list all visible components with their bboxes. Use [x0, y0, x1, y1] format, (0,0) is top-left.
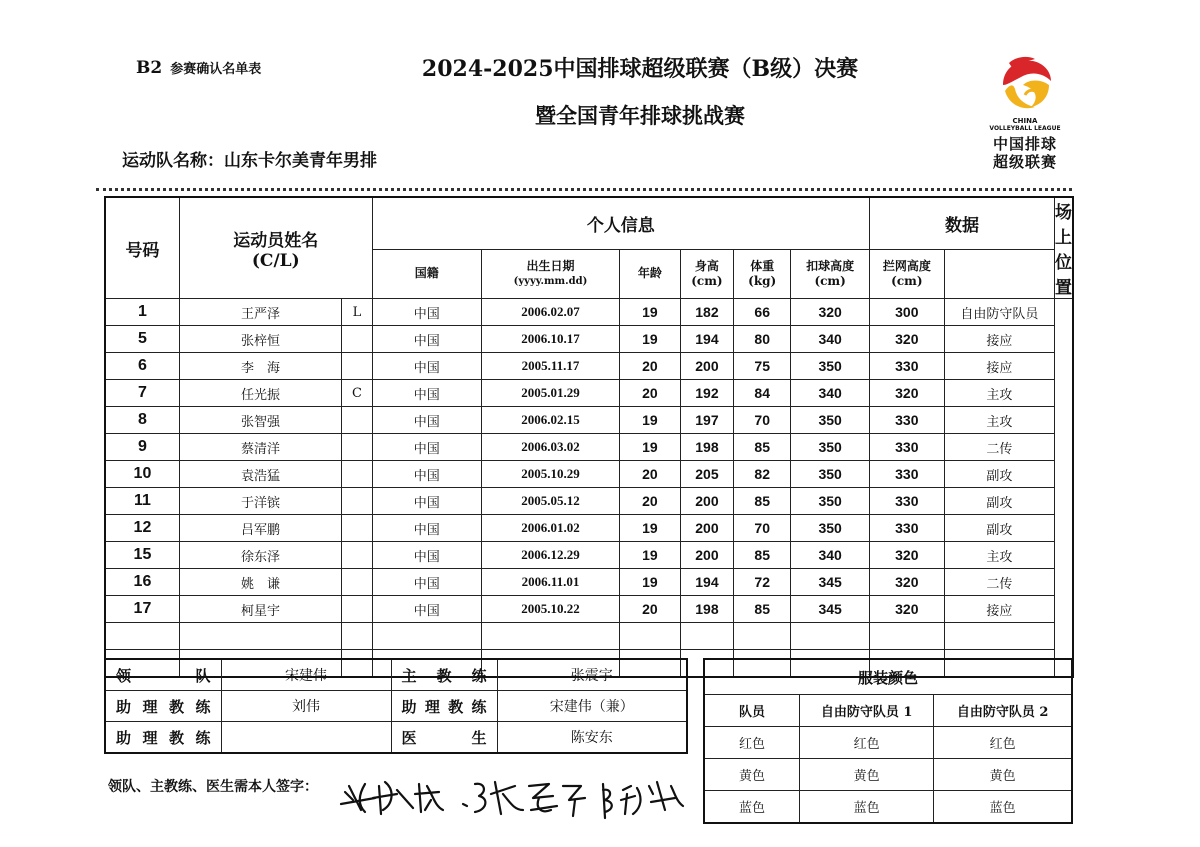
- player-age: 19: [620, 515, 681, 542]
- player-weight: 75: [734, 353, 791, 380]
- uniform-cell: 蓝色: [800, 791, 934, 824]
- player-number: 5: [105, 326, 179, 353]
- player-position: 自由防守队员: [944, 299, 1054, 326]
- player-spike-height: 340: [791, 542, 870, 569]
- player-name: 李 海: [179, 353, 341, 380]
- table-row: [105, 407, 1073, 434]
- table-header-row: [105, 197, 1073, 249]
- player-block-height: 320: [869, 596, 944, 623]
- logo-text-league: VOLLEYBALL LEAGUE: [989, 125, 1061, 132]
- captain-libero-mark: [342, 353, 372, 380]
- uniform-cell: 红色: [800, 727, 934, 759]
- header-birth: [481, 249, 619, 298]
- player-number: 17: [105, 596, 179, 623]
- player-position: 副攻: [944, 461, 1054, 488]
- player-block-height: 320: [869, 326, 944, 353]
- staff-table: [104, 658, 688, 754]
- header-block-label: 拦网高度: [882, 258, 931, 273]
- player-birth-date: 2006.01.02: [481, 515, 619, 542]
- uniform-cell: 黄色: [704, 759, 800, 791]
- roster-table: [104, 196, 1074, 678]
- player-birth-date: 2006.12.29: [481, 542, 619, 569]
- player-block-height: 330: [869, 461, 944, 488]
- player-number: 8: [105, 407, 179, 434]
- player-name: 蔡清洋: [179, 434, 341, 461]
- player-height: 194: [680, 569, 733, 596]
- staff-row: [105, 691, 687, 722]
- player-weight: 70: [734, 407, 791, 434]
- divider: [96, 188, 1072, 191]
- player-birth-date: 2005.11.17: [481, 353, 619, 380]
- header-birth-format: (yyyy.mm.dd): [513, 275, 588, 287]
- uniform-col-libero1: 自由防守队员 1: [800, 695, 934, 727]
- uniform-row: [704, 759, 1072, 791]
- header-weight-label: 体重: [750, 258, 775, 273]
- player-nationality: 中国: [372, 380, 481, 407]
- player-nationality: 中国: [372, 461, 481, 488]
- player-nationality: 中国: [372, 596, 481, 623]
- uniform-cell: 黄色: [800, 759, 934, 791]
- player-name: 张梓恒: [179, 326, 341, 353]
- player-age: 20: [620, 596, 681, 623]
- header-nationality: 国籍: [372, 249, 481, 298]
- header-position-l1: 场上: [1055, 203, 1072, 248]
- player-name: 袁浩猛: [179, 461, 341, 488]
- player-age: 20: [620, 380, 681, 407]
- player-birth-date: 2006.10.17: [481, 326, 619, 353]
- player-nationality: 中国: [372, 488, 481, 515]
- table-row: [105, 380, 1073, 407]
- player-age: 19: [620, 434, 681, 461]
- head-coach-value: 张震宇: [497, 659, 687, 691]
- table-row: [105, 569, 1073, 596]
- player-height: 200: [680, 515, 733, 542]
- header-number: 号码: [105, 197, 179, 299]
- player-weight: 66: [734, 299, 791, 326]
- player-weight: 80: [734, 326, 791, 353]
- asst-coach-label-3: 助 理 教 练: [105, 722, 221, 754]
- player-spike-height: 320: [791, 299, 870, 326]
- player-weight: 85: [734, 488, 791, 515]
- player-number: 6: [105, 353, 179, 380]
- player-age: 19: [620, 299, 681, 326]
- table-row: [105, 488, 1073, 515]
- captain-libero-mark: [342, 461, 372, 488]
- player-number: 1: [105, 299, 179, 326]
- player-weight: 72: [734, 569, 791, 596]
- header-position-l2: 位置: [1055, 253, 1072, 298]
- header-block: [869, 249, 944, 298]
- player-nationality: 中国: [372, 299, 481, 326]
- player-nationality: 中国: [372, 569, 481, 596]
- page-title: 2024-2025中国排球超级联赛（B级）决赛: [421, 56, 859, 82]
- player-name: 吕军鹏: [179, 515, 341, 542]
- header-spike-label: 扣球高度: [806, 258, 855, 273]
- player-birth-date: 2006.11.01: [481, 569, 619, 596]
- header-spike: [791, 249, 870, 298]
- player-birth-date: 2006.02.15: [481, 407, 619, 434]
- header-birth-label: 出生日期: [526, 258, 575, 273]
- player-position: 接应: [944, 353, 1054, 380]
- header-position: [1055, 197, 1074, 299]
- player-name: 任光振: [179, 380, 341, 407]
- player-birth-date: 2005.01.29: [481, 380, 619, 407]
- table-row: [105, 515, 1073, 542]
- player-name: 张智强: [179, 407, 341, 434]
- captain-libero-mark: L: [342, 299, 372, 326]
- player-name: 姚 谦: [179, 569, 341, 596]
- leader-value: 宋建伟: [221, 659, 391, 691]
- handwritten-signatures: [335, 764, 705, 834]
- player-birth-date: 2005.10.22: [481, 596, 619, 623]
- player-nationality: 中国: [372, 542, 481, 569]
- header-weight-unit: (kg): [748, 273, 777, 288]
- player-number: 7: [105, 380, 179, 407]
- player-age: 20: [620, 461, 681, 488]
- player-number: 12: [105, 515, 179, 542]
- player-position: 主攻: [944, 542, 1054, 569]
- player-spike-height: 350: [791, 488, 870, 515]
- player-name: 徐东泽: [179, 542, 341, 569]
- player-nationality: 中国: [372, 434, 481, 461]
- player-spike-height: 340: [791, 326, 870, 353]
- player-block-height: 330: [869, 488, 944, 515]
- header-personal-info: 个人信息: [372, 197, 869, 249]
- player-height: 182: [680, 299, 733, 326]
- player-spike-height: 350: [791, 515, 870, 542]
- asst-coach-value-3: [221, 722, 391, 754]
- player-nationality: 中国: [372, 353, 481, 380]
- uniform-col-player: 队员: [704, 695, 800, 727]
- player-birth-date: 2005.05.12: [481, 488, 619, 515]
- player-nationality: 中国: [372, 407, 481, 434]
- captain-libero-mark: [342, 326, 372, 353]
- player-spike-height: 340: [791, 380, 870, 407]
- player-position: 接应: [944, 596, 1054, 623]
- roster-body: [105, 299, 1073, 623]
- player-block-height: 320: [869, 542, 944, 569]
- logo-text-cn1: 中国排球: [992, 135, 1057, 153]
- logo-text-cn2: 超级联赛: [992, 153, 1057, 171]
- asst-coach-value-2: 宋建伟（兼）: [497, 691, 687, 722]
- player-spike-height: 350: [791, 353, 870, 380]
- table-row: [105, 299, 1073, 326]
- player-weight: 85: [734, 434, 791, 461]
- player-position: 接应: [944, 326, 1054, 353]
- captain-libero-mark: [342, 488, 372, 515]
- table-row: [105, 326, 1073, 353]
- player-spike-height: 350: [791, 461, 870, 488]
- asst-coach-value: 刘伟: [221, 691, 391, 722]
- uniform-cell: 红色: [934, 727, 1072, 759]
- volleyball-logo-icon: [995, 55, 1055, 111]
- table-row: [105, 542, 1073, 569]
- header-height-label: 身高: [694, 258, 719, 273]
- uniform-colors-table: [703, 658, 1073, 824]
- player-number: 9: [105, 434, 179, 461]
- player-height: 197: [680, 407, 733, 434]
- player-weight: 85: [734, 596, 791, 623]
- player-position: 二传: [944, 569, 1054, 596]
- head-coach-label: 主 教 练: [391, 659, 497, 691]
- header-data: 数据: [869, 197, 1054, 249]
- uniform-row: [704, 791, 1072, 824]
- player-height: 200: [680, 542, 733, 569]
- table-row: [105, 461, 1073, 488]
- form-name: 参赛确认名单表: [170, 62, 262, 77]
- player-position: 二传: [944, 434, 1054, 461]
- player-spike-height: 350: [791, 407, 870, 434]
- doctor-value: 陈安东: [497, 722, 687, 754]
- player-block-height: 300: [869, 299, 944, 326]
- player-nationality: 中国: [372, 326, 481, 353]
- player-block-height: 330: [869, 515, 944, 542]
- captain-libero-mark: [342, 434, 372, 461]
- player-weight: 70: [734, 515, 791, 542]
- player-birth-date: 2005.10.29: [481, 461, 619, 488]
- leader-label: 领 队: [105, 659, 221, 691]
- player-age: 19: [620, 407, 681, 434]
- league-logo: [985, 55, 1065, 175]
- player-number: 16: [105, 569, 179, 596]
- header-height: [680, 249, 733, 298]
- player-position: 副攻: [944, 488, 1054, 515]
- table-row: [105, 434, 1073, 461]
- player-spike-height: 345: [791, 569, 870, 596]
- asst-coach-label-2: 助 理 教 练: [391, 691, 497, 722]
- header-spike-unit: (cm): [814, 273, 846, 288]
- player-spike-height: 345: [791, 596, 870, 623]
- player-birth-date: 2006.03.02: [481, 434, 619, 461]
- player-height: 200: [680, 488, 733, 515]
- captain-libero-mark: [342, 542, 372, 569]
- header-weight: [734, 249, 791, 298]
- captain-libero-mark: [342, 407, 372, 434]
- empty-row: [105, 623, 1073, 650]
- player-age: 19: [620, 569, 681, 596]
- player-name: 王严泽: [179, 299, 341, 326]
- header-block-unit: (cm): [891, 273, 923, 288]
- signature-note: 领队、主教练、医生需本人签字：: [108, 779, 318, 795]
- staff-row: [105, 722, 687, 754]
- player-height: 205: [680, 461, 733, 488]
- uniform-col-libero2: 自由防守队员 2: [934, 695, 1072, 727]
- logo-text-china: CHINA: [1012, 117, 1038, 125]
- header-height-unit: (cm): [691, 273, 723, 288]
- player-weight: 84: [734, 380, 791, 407]
- player-weight: 82: [734, 461, 791, 488]
- player-height: 198: [680, 434, 733, 461]
- player-height: 200: [680, 353, 733, 380]
- player-spike-height: 350: [791, 434, 870, 461]
- uniform-cell: 红色: [704, 727, 800, 759]
- player-weight: 85: [734, 542, 791, 569]
- player-number: 15: [105, 542, 179, 569]
- player-height: 192: [680, 380, 733, 407]
- asst-coach-label: 助 理 教 练: [105, 691, 221, 722]
- captain-libero-mark: [342, 569, 372, 596]
- player-block-height: 330: [869, 434, 944, 461]
- uniform-cell: 黄色: [934, 759, 1072, 791]
- uniform-row: [704, 727, 1072, 759]
- player-name: 柯星宇: [179, 596, 341, 623]
- staff-row: [105, 659, 687, 691]
- doctor-label: 医 生: [391, 722, 497, 754]
- uniform-cell: 蓝色: [704, 791, 800, 824]
- page-subtitle: 暨全国青年排球挑战赛: [535, 103, 745, 128]
- captain-libero-mark: [342, 596, 372, 623]
- table-row: [105, 596, 1073, 623]
- player-nationality: 中国: [372, 515, 481, 542]
- player-block-height: 320: [869, 569, 944, 596]
- captain-libero-mark: [342, 515, 372, 542]
- player-block-height: 330: [869, 407, 944, 434]
- header-name-label: 运动员姓名: [233, 230, 319, 251]
- uniform-cell: 蓝色: [934, 791, 1072, 824]
- captain-libero-mark: C: [342, 380, 372, 407]
- header-name: [179, 197, 372, 299]
- player-position: 副攻: [944, 515, 1054, 542]
- player-block-height: 320: [869, 380, 944, 407]
- player-height: 194: [680, 326, 733, 353]
- player-height: 198: [680, 596, 733, 623]
- player-position: 主攻: [944, 407, 1054, 434]
- player-number: 10: [105, 461, 179, 488]
- uniform-title: 服装颜色: [704, 659, 1072, 695]
- header-age: 年龄: [620, 249, 681, 298]
- table-row: [105, 353, 1073, 380]
- player-age: 20: [620, 488, 681, 515]
- player-number: 11: [105, 488, 179, 515]
- player-age: 19: [620, 326, 681, 353]
- player-birth-date: 2006.02.07: [481, 299, 619, 326]
- header-name-sub: (C/L): [251, 250, 300, 271]
- form-code: [136, 58, 261, 78]
- player-age: 19: [620, 542, 681, 569]
- player-position: 主攻: [944, 380, 1054, 407]
- player-name: 于洋镔: [179, 488, 341, 515]
- player-block-height: 330: [869, 353, 944, 380]
- form-code-id: B2: [136, 58, 163, 78]
- player-age: 20: [620, 353, 681, 380]
- team-name: 运动队名称：山东卡尔美青年男排: [122, 151, 377, 171]
